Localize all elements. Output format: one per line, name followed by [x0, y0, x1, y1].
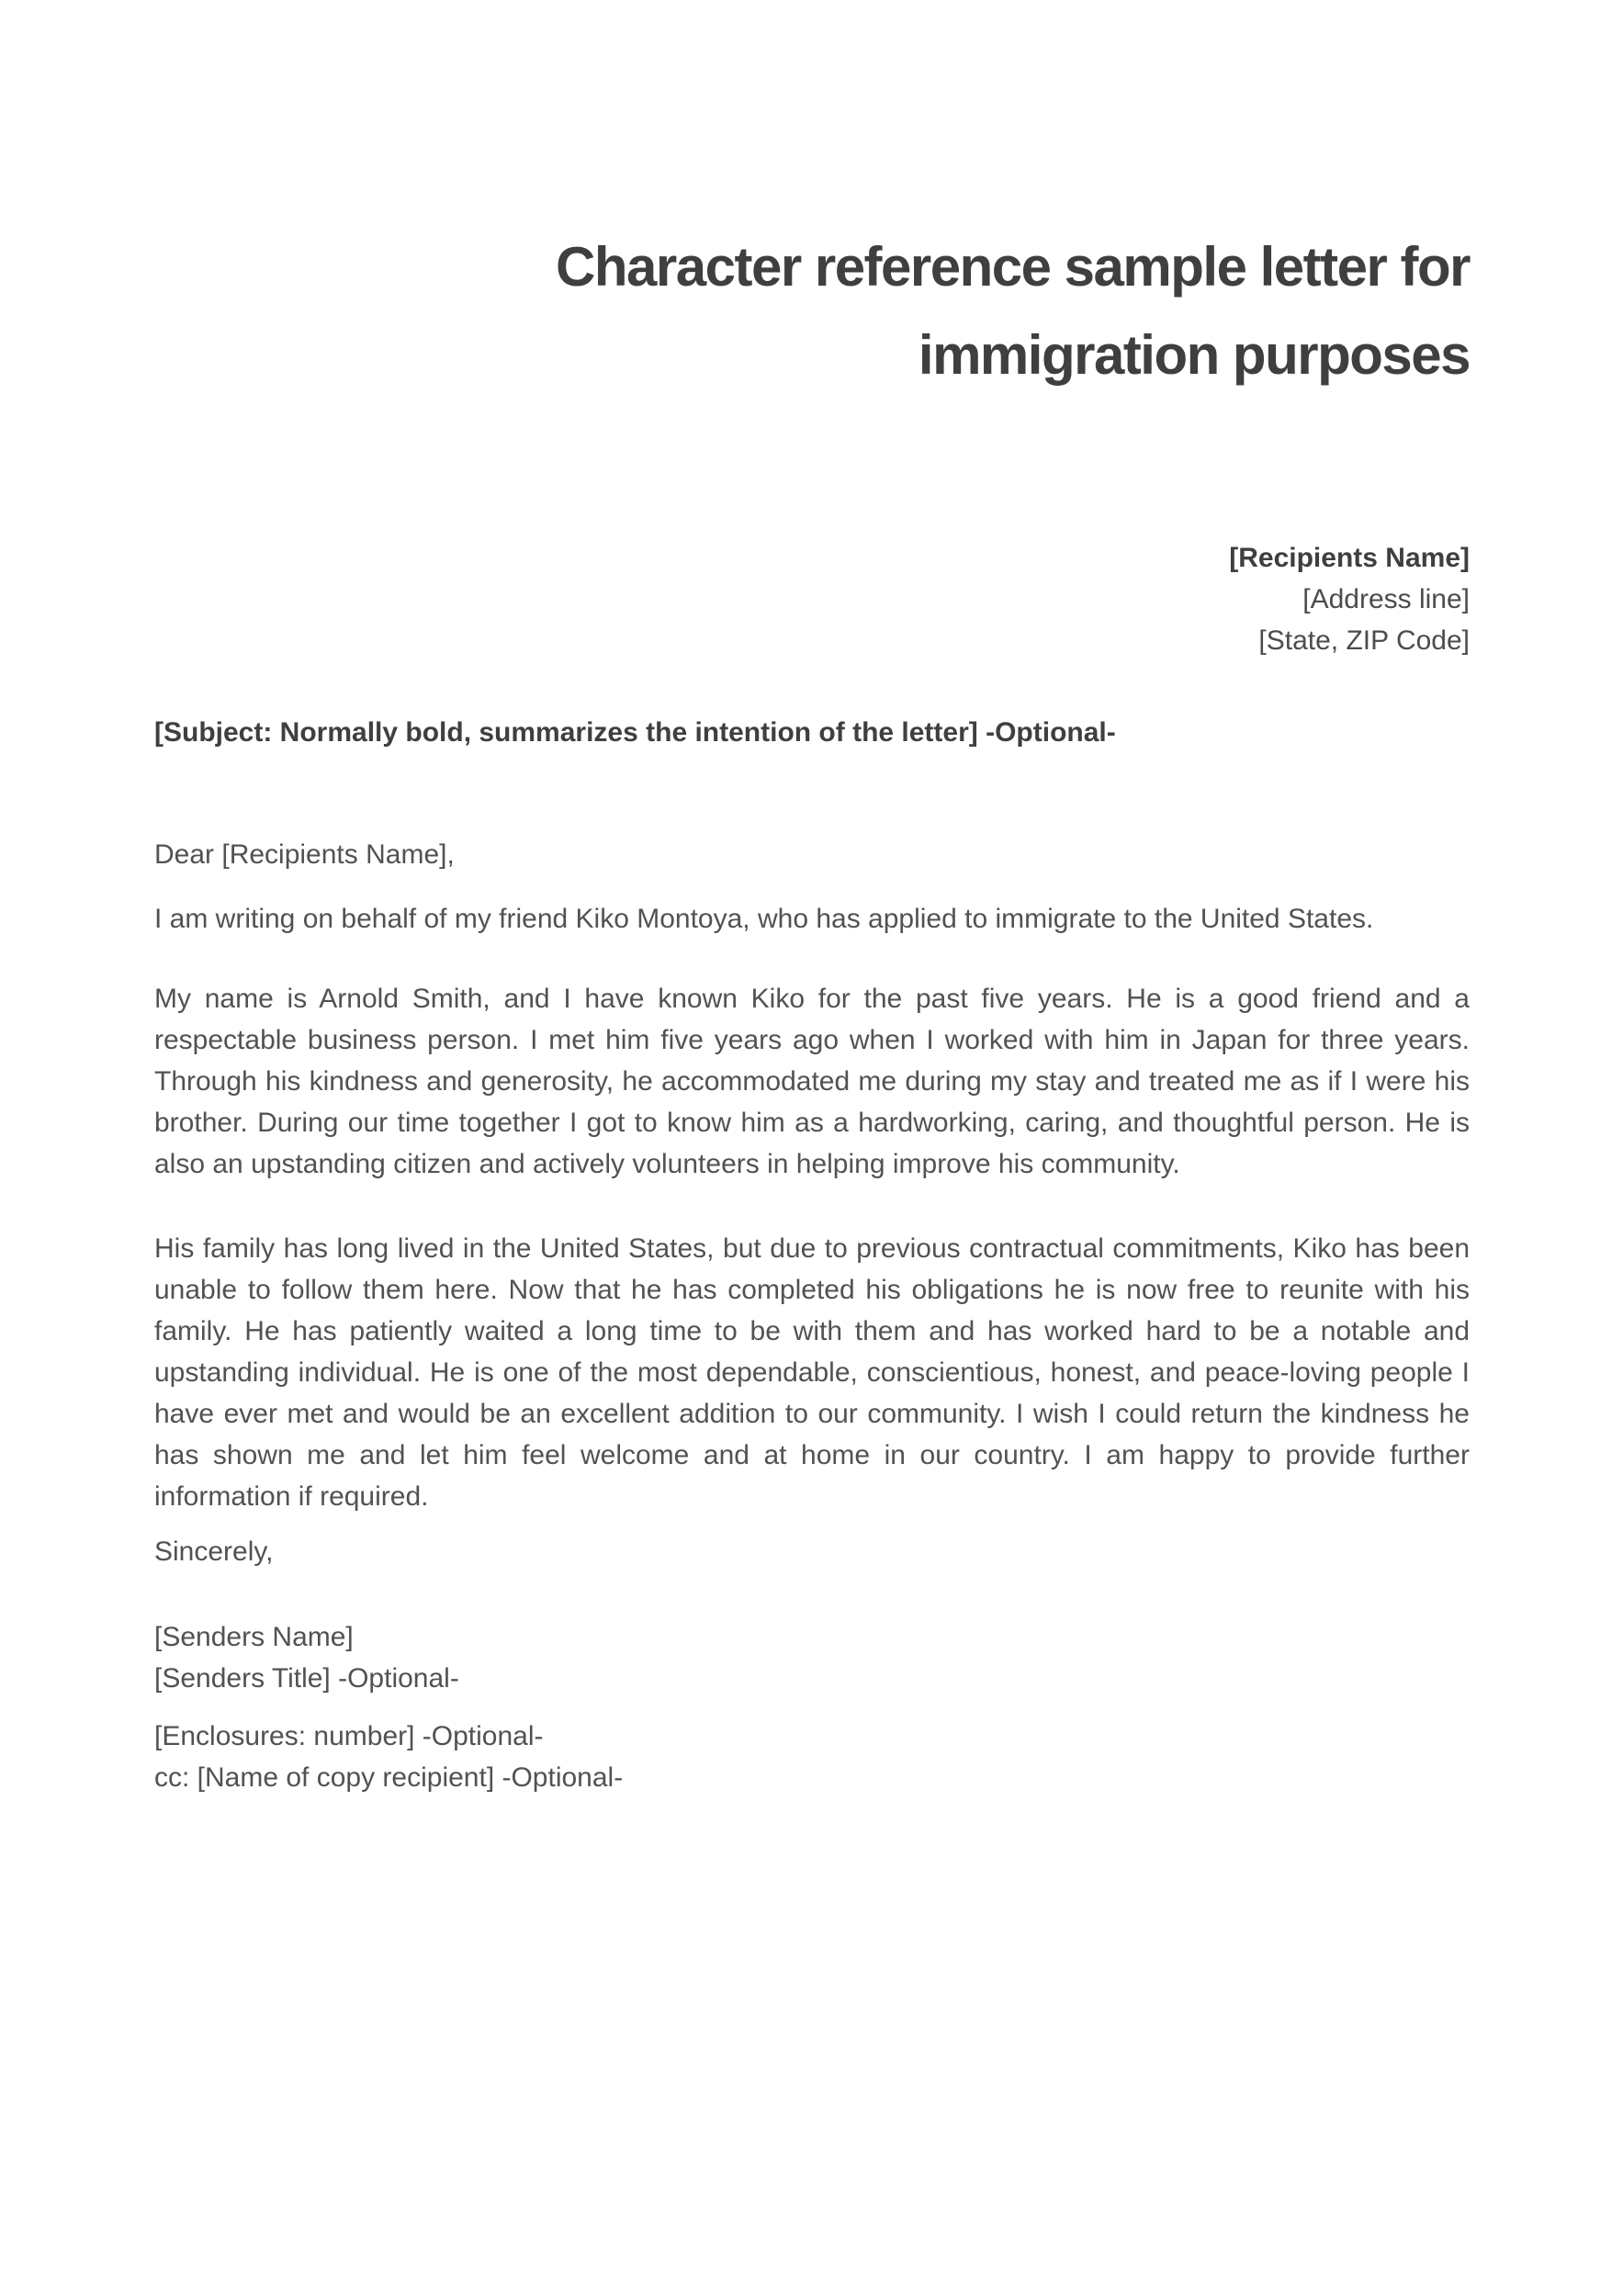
sender-block: [154, 1616, 1470, 1699]
page-title-line-1: Character reference sample letter for: [556, 236, 1470, 298]
paragraph-body-2: His family has long lived in the United States, but due to previous contractual commitments, Kiko has been unable to follow them here. Now that he has completed his obligations he is now free to reunite with his family. He has patiently waited a long time to be with them and has worked hard to be a notable and upstanding individual. He is one of the most dependable, conscientious, honest, and peace-loving people I have ever met and would be an excellent addition to our community. I wish I could return the kindness he has shown me and let him feel welcome and at home in our country. I am happy to provide further information if required.: [154, 1233, 1470, 1512]
recipient-address-line: [Address line]: [1302, 584, 1470, 614]
paragraph-intro: I am writing on behalf of my friend Kiko Montoya, who has applied to immigrate to the United States.: [154, 904, 1374, 934]
recipient-name: [Recipients Name]: [1229, 543, 1470, 573]
cc-line: cc: [Name of copy recipient] -Optional-: [154, 1762, 624, 1793]
footer-block: [154, 1716, 1470, 1798]
recipient-state-zip: [State, ZIP Code]: [1258, 625, 1470, 656]
recipient-block: [154, 537, 1470, 661]
sender-title: [Senders Title] -Optional-: [154, 1663, 459, 1694]
page-title-line-2: immigration purposes: [918, 324, 1470, 386]
paragraph-body-1: My name is Arnold Smith, and I have known Kiko for the past five years. He is a good friend and a respectable business person. I met him five years ago when I worked with him in Japan for three years. Through his kindness and generosity, he accommodated me during my stay and treated me as if I were his brother. During our time together I got to know him as a hardworking, caring, and thoughtful person. He is also an upstanding citizen and actively volunteers in helping improve his community.: [154, 984, 1470, 1179]
page-title: [154, 223, 1470, 400]
salutation: Dear [Recipients Name],: [154, 839, 455, 870]
subject-line: [Subject: Normally bold, summarizes the intention of the letter] -Optional-: [154, 717, 1116, 748]
enclosures-line: [Enclosures: number] -Optional-: [154, 1721, 544, 1751]
sender-name: [Senders Name]: [154, 1622, 354, 1652]
closing-line: Sincerely,: [154, 1536, 274, 1567]
